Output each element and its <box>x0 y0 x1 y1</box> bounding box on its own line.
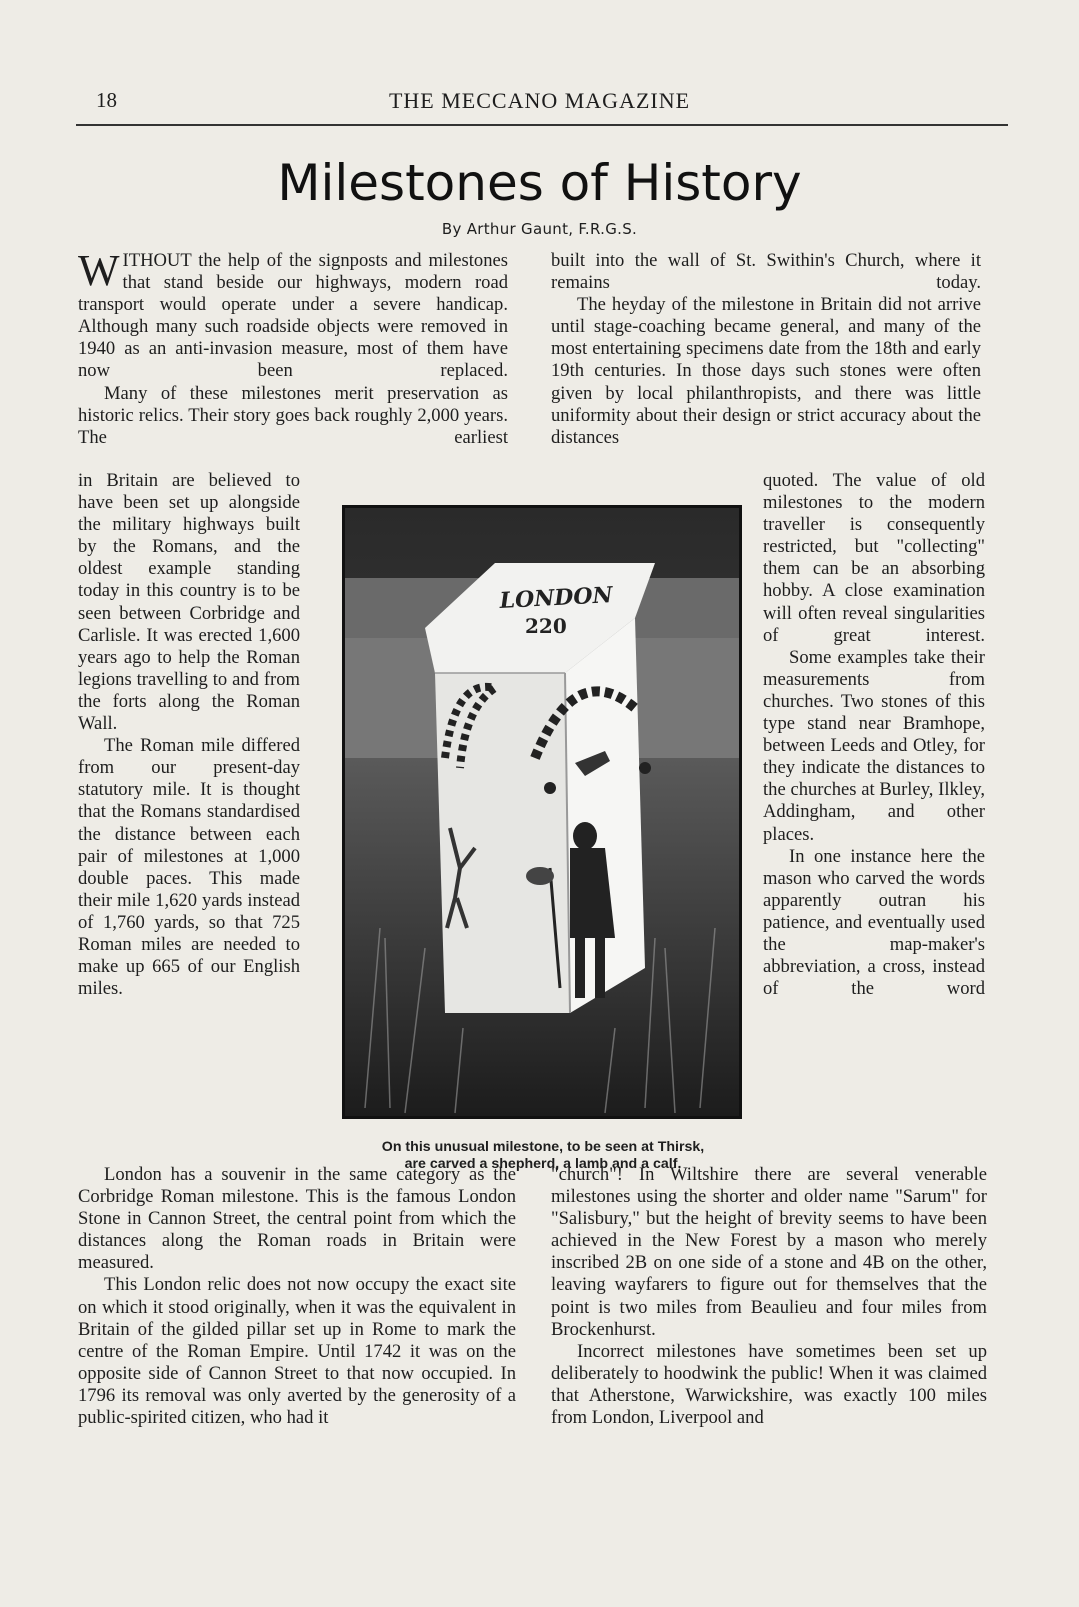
left-column-top <box>78 246 508 449</box>
stone-text-london: LONDON <box>498 582 614 614</box>
right-column-top <box>551 250 981 449</box>
paragraph: built into the wall of St. Swithin's Church, where it remains today. <box>551 250 981 294</box>
drop-cap: W <box>78 246 120 295</box>
paragraph: The Roman mile differed from our present-day statutory mile. It is thought that the Romans standardised the distance between each pair of milestones at 1,000 double paces. This made their mile 1,620 yards instead of 1,760 yards, so that 725 Roman miles are needed to make up 665 of our English miles. <box>78 735 300 1000</box>
right-column-narrow <box>763 470 985 1000</box>
right-column-bottom <box>551 1164 987 1429</box>
paragraph: "church"! In Wiltshire there are several venerable milestones using the shorter and older name "Sarum" for "Salisbury," but the height of brevity seems to have been achieved in the New Forest by a mason who merely inscribed 2B on one side of a stone and 4B on the other, leaving wayfarers to figure out for themselves that the point is two miles from Beaulieu and four miles from Brockenhurst. <box>551 1164 987 1340</box>
paragraph: WITHOUT the help of the signposts and milestones that stand beside our highways, modern road transport would operate under a severe handicap. Although many such roadside objects were removed in 1940 as an anti-invasion measure, most of them have now been replaced. <box>78 246 508 382</box>
paragraph: in Britain are believed to have been set up alongside the military highways built by the Romans, and the oldest example standing today in this country is to be seen between Corbridge and Carlisle. It was erected 1,600 years ago to help the Roman legions travelling to and from the forts along the Roman Wall. <box>78 470 300 735</box>
page-number: 18 <box>96 88 117 112</box>
milestone-illustration <box>345 508 739 1116</box>
lamb-figure <box>526 867 554 885</box>
left-column-bottom <box>78 1164 516 1429</box>
paragraph: In one instance here the mason who carved the words apparently outran his patience, and eventually used the map-maker's abbreviation, a cross, instead of the word <box>763 845 985 1000</box>
paragraph: quoted. The value of old milestones to the modern traveller is consequently restricted, but "collecting" them can be an absorbing hobby. A close examination will often reveal singularities of great interest. <box>763 470 985 646</box>
magazine-title: THE MECCANO MAGAZINE <box>388 88 691 113</box>
byline: By Arthur Gaunt, F.R.G.S. <box>441 220 638 238</box>
article-title: Milestones of History <box>277 154 802 212</box>
stone-text-distance: 220 <box>525 614 567 638</box>
paragraph: Incorrect milestones have sometimes been set up deliberately to hoodwink the public! When it was claimed that Atherstone, Warwickshire, was exactly 100 miles from London, Liverpool and <box>551 1340 987 1429</box>
left-column-narrow <box>78 470 300 1000</box>
milestone-photo <box>342 505 742 1119</box>
paragraph: The heyday of the milestone in Britain did not arrive until stage-coaching became general, and many of the most entertaining specimens date from the 18th and early 19th centuries. In those days such stones were often given by local philanthropists, and there was little uniformity about their design or strict accuracy about the distances <box>551 294 981 448</box>
paragraph: Some examples take their measurements from churches. Two stones of this type stand near Bramhope, between Leeds and Otley, for they indicate the distances to the churches at Burley, Ilkley, Addingham, and other places. <box>763 646 985 845</box>
paragraph: This London relic does not now occupy the exact site on which it stood originally, when it was the equivalent in Britain of the gilded pillar set up in Rome to mark the centre of the Roman Empire. Until 1742 it was on the opposite side of Cannon Street to that now occupied. In 1796 its removal was only averted by the generosity of a public-spirited citizen, who had it <box>78 1274 516 1429</box>
paragraph: Many of these milestones merit preservation as historic relics. Their story goes back roughly 2,000 years. The earliest <box>78 382 508 448</box>
caption-line: On this unusual milestone, to be seen at Thirsk, <box>381 1139 705 1155</box>
photo-caption <box>318 1139 768 1173</box>
caption-line: are carved a shepherd, a lamb and a calf. <box>404 1156 682 1172</box>
header-rule <box>76 124 1008 126</box>
paragraph: London has a souvenir in the same category as the Corbridge Roman milestone. This is the famous London Stone in Cannon Street, the central point from which the distances along the Roman roads in Britain were measured. <box>78 1164 516 1274</box>
